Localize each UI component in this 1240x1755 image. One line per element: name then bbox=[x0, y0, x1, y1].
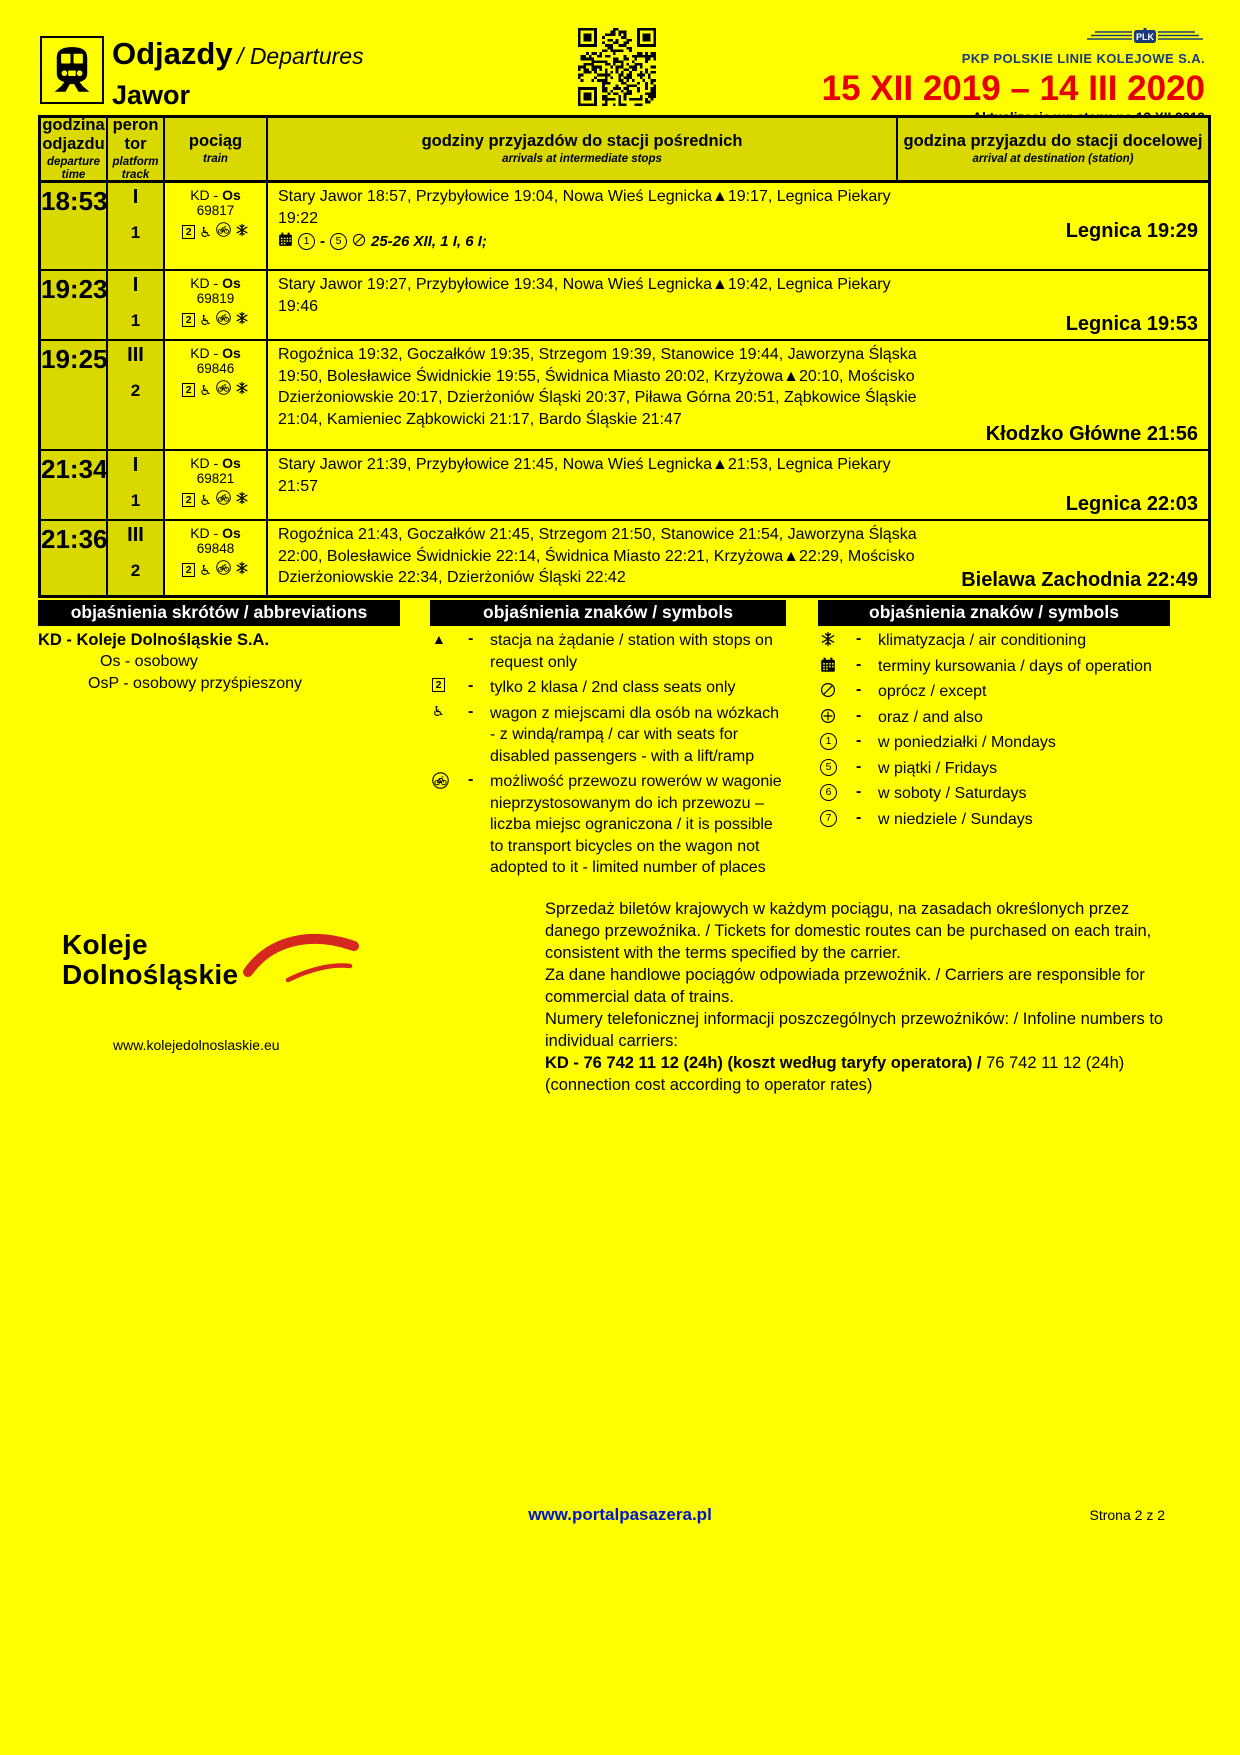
second-class-icon: 2 bbox=[432, 678, 445, 692]
departures-table bbox=[38, 115, 1211, 598]
calendar-icon bbox=[818, 656, 856, 678]
info-tickets: Sprzedaż biletów krajowych w każdym pociągu, na zasadach określonych przez danego przewoźnika. / Tickets for domestic routes can be purchased on each train, consistent with the terms specified by the carrier. bbox=[545, 900, 1152, 962]
pkp-plk-logo bbox=[625, 28, 1205, 66]
arrivals-cell bbox=[268, 271, 1208, 339]
station-name: Jawor bbox=[112, 80, 191, 110]
table-row bbox=[41, 521, 1208, 595]
header-departure-time: godzina odjazdu departure time bbox=[41, 118, 108, 180]
platform-track-cell bbox=[108, 271, 165, 339]
air-conditioning-icon bbox=[235, 491, 249, 510]
abbreviation-line: Os - osobowy bbox=[100, 653, 198, 670]
circle-5-icon: 5 bbox=[820, 759, 837, 776]
second-class-icon: 2 bbox=[182, 313, 195, 327]
destination: Legnica 19:53 bbox=[1065, 313, 1198, 335]
second-class-icon: 2 bbox=[182, 225, 195, 239]
circle-1-icon: 1 bbox=[298, 233, 315, 250]
portal-pasazera-link[interactable]: www.portalpasazera.pl bbox=[528, 1505, 712, 1524]
legend-item: ♿ - wagon z miejscami dla osób na wózkach - z windą/rampą / car with seats for disabled passengers - with a lift/ramp bbox=[430, 703, 786, 768]
table-row bbox=[41, 451, 1208, 521]
bicycle-icon bbox=[216, 222, 231, 242]
intermediate-stops: Rogoźnica 19:32, Goczałków 19:35, Strzegom 19:39, Stanowice 19:44, Jaworzyna Śląska 19:50, Bolesławice Świdnickie 19:55, Świdnica Miasto 20:02, Krzyżowa▲20:10, Mościsko Dzierżoniowskie 20:17, Dzierżoniów Śląski 20:37, Piława Górna 20:51, Ząbkowice Śląskie 21:04, Kamieniec Ząbkowicki 21:17, Bardo Śląskie 21:47 bbox=[278, 346, 917, 428]
platform: I bbox=[132, 454, 139, 476]
train-number: 69848 bbox=[196, 541, 235, 556]
info-carriers: Za dane handlowe pociągów odpowiada przewoźnik. / Carriers are responsible for commercial data of trains. bbox=[545, 966, 1145, 1006]
symbols-title: objaśnienia znaków / symbols bbox=[430, 600, 786, 626]
track: 1 bbox=[130, 223, 141, 242]
air-conditioning-icon bbox=[818, 630, 856, 652]
wheelchair-icon: ♿ bbox=[199, 492, 212, 508]
bicycle-icon bbox=[216, 560, 231, 580]
platform-track-cell bbox=[108, 521, 165, 595]
legend-item: - oprócz / except bbox=[818, 681, 1170, 703]
koleje-dolnoslaskie-logo: Koleje Dolnośląskie bbox=[62, 930, 238, 990]
departure-time: 18:53 bbox=[41, 183, 108, 269]
train-cell: KD - Os 69821 2 ♿ bbox=[165, 451, 268, 519]
symbols-title: objaśnienia znaków / symbols bbox=[818, 600, 1170, 626]
destination: Legnica 19:29 bbox=[1065, 220, 1198, 242]
circle-6-icon: 6 bbox=[820, 784, 837, 801]
track: 1 bbox=[130, 491, 141, 510]
legend-item: 7 - w niedziele / Sundays bbox=[818, 809, 1170, 831]
and-also-icon bbox=[818, 707, 856, 729]
header-intermediate-stops: godziny przyjazdów do stacji pośrednich arrivals at intermediate stops bbox=[268, 118, 898, 180]
kd-website-link[interactable]: www.kolejedolnoslaskie.eu bbox=[113, 1037, 280, 1053]
intermediate-stops: Stary Jawor 21:39, Przybyłowice 21:45, Nowa Wieś Legnicka▲21:53, Legnica Piekary 21:57 bbox=[278, 456, 891, 495]
arrivals-cell bbox=[268, 341, 1208, 449]
wheelchair-icon: ♿ bbox=[199, 224, 212, 240]
platform-track-cell bbox=[108, 451, 165, 519]
destination: Legnica 22:03 bbox=[1065, 493, 1198, 515]
header-platform-track: peron tor platform track bbox=[108, 118, 165, 180]
legend-item: - oraz / and also bbox=[818, 707, 1170, 729]
train-cell: KD - Os 69817 2 ♿ bbox=[165, 183, 268, 269]
air-conditioning-icon bbox=[235, 561, 249, 580]
train-number: 69821 bbox=[196, 471, 235, 486]
second-class-icon: 2 bbox=[182, 383, 195, 397]
page-subtitle: / Departures bbox=[237, 43, 364, 69]
wheelchair-icon: ♿ bbox=[199, 312, 212, 328]
request-stop-triangle-icon: ▲ bbox=[432, 631, 446, 647]
platform-track-cell bbox=[108, 341, 165, 449]
header-destination: godzina przyjazdu do stacji docelowej arrival at destination (station) bbox=[903, 132, 1203, 165]
train-number: 69817 bbox=[196, 203, 235, 218]
circle-7-icon: 7 bbox=[820, 810, 837, 827]
departure-time: 21:34 bbox=[41, 451, 108, 519]
arrivals-cell bbox=[268, 451, 1208, 519]
table-header bbox=[41, 118, 1208, 183]
wheelchair-icon: ♿ bbox=[199, 382, 212, 398]
legend-item: ▲ - stacja na żądanie / station with stops on request only bbox=[430, 630, 786, 673]
second-class-icon: 2 bbox=[182, 563, 195, 577]
plk-badge-text: PLK bbox=[1136, 32, 1154, 42]
operating-days-note: 1 - 5 25-26 XII, 1 I, 6 I; bbox=[278, 232, 1200, 251]
header-train: pociąg train bbox=[165, 118, 268, 180]
train-cell: KD - Os 69848 2 ♿ bbox=[165, 521, 268, 595]
train-number: 69846 bbox=[196, 361, 235, 376]
abbreviations-title: objaśnienia skrótów / abbreviations bbox=[38, 600, 400, 626]
air-conditioning-icon bbox=[235, 311, 249, 330]
arrivals-cell bbox=[268, 521, 1208, 595]
kd-swoosh-icon bbox=[242, 924, 362, 995]
page-number: Strona 2 z 2 bbox=[1089, 1507, 1165, 1523]
platform: III bbox=[127, 524, 144, 546]
symbols-column-2 bbox=[818, 600, 1170, 830]
train-cell: KD - Os 69819 2 ♿ bbox=[165, 271, 268, 339]
table-row bbox=[41, 271, 1208, 341]
bicycle-icon bbox=[216, 490, 231, 510]
platform: I bbox=[132, 186, 139, 208]
legend-item: 1 - w poniedziałki / Mondays bbox=[818, 732, 1170, 754]
departure-time: 21:36 bbox=[41, 521, 108, 595]
platform: I bbox=[132, 274, 139, 296]
abbreviations-column bbox=[38, 600, 400, 695]
departure-time: 19:25 bbox=[41, 341, 108, 449]
legend-item: - klimatyzacja / air conditioning bbox=[818, 630, 1170, 652]
legend-item: 5 - w piątki / Fridays bbox=[818, 758, 1170, 780]
departure-time: 19:23 bbox=[41, 271, 108, 339]
legend-item: 6 - w soboty / Saturdays bbox=[818, 783, 1170, 805]
table-row bbox=[41, 341, 1208, 451]
abbreviation-line: KD - Koleje Dolnośląskie S.A. bbox=[38, 631, 270, 649]
intermediate-stops: Rogoźnica 21:43, Goczałków 21:45, Strzegom 21:50, Stanowice 21:54, Jaworzyna Śląska 22:00, Bolesławice Świdnickie 22:14, Świdnica Miasto 22:21, Krzyżowa▲22:29, Mościsko Dzierżoniowskie 22:34, Dzierżoniów Śląski 22:42 bbox=[278, 526, 917, 586]
train-number: 69819 bbox=[196, 291, 235, 306]
legend-item: - terminy kursowania / days of operation bbox=[818, 656, 1170, 678]
arrivals-cell bbox=[268, 183, 1208, 269]
air-conditioning-icon bbox=[235, 223, 249, 242]
legend-item: - możliwość przewozu rowerów w wagonie nieprzystosowanym do ich przewozu – liczba miejsc ograniczona / it is possible to transport bicycles on the wagon not adopted to it - limited number of places bbox=[430, 771, 786, 879]
platform: III bbox=[127, 344, 144, 366]
track: 1 bbox=[130, 311, 141, 330]
intermediate-stops: Stary Jawor 19:27, Przybyłowice 19:34, Nowa Wieś Legnicka▲19:42, Legnica Piekary 19:46 bbox=[278, 276, 891, 315]
circle-1-icon: 1 bbox=[820, 733, 837, 750]
train-cell: KD - Os 69846 2 ♿ bbox=[165, 341, 268, 449]
table-row bbox=[41, 183, 1208, 271]
note-text: 25-26 XII, 1 I, 6 I; bbox=[371, 233, 487, 250]
air-conditioning-icon bbox=[235, 381, 249, 400]
legend-item: 2 - tylko 2 klasa / 2nd class seats only bbox=[430, 677, 786, 699]
circle-5-icon: 5 bbox=[330, 233, 347, 250]
except-icon bbox=[818, 681, 856, 703]
abbreviation-line: OsP - osobowy przyśpieszony bbox=[88, 675, 303, 692]
wheelchair-icon: ♿ bbox=[199, 562, 212, 578]
track: 2 bbox=[130, 561, 141, 580]
info-kd-phone: KD - 76 742 11 12 (24h) (koszt według taryfy operatora) / 76 742 11 12 (24h) (connection cost according to operator rates) bbox=[545, 1054, 1125, 1094]
bicycle-icon bbox=[216, 310, 231, 330]
track: 2 bbox=[130, 381, 141, 400]
second-class-icon: 2 bbox=[182, 493, 195, 507]
calendar-icon bbox=[278, 232, 293, 251]
wheelchair-icon: ♿ bbox=[432, 702, 445, 719]
pkp-company-name: PKP POLSKIE LINIE KOLEJOWE S.A. bbox=[961, 51, 1205, 66]
destination: Bielawa Zachodnia 22:49 bbox=[961, 569, 1198, 591]
train-pictogram-icon bbox=[40, 36, 104, 104]
except-icon bbox=[352, 233, 366, 251]
info-infoline: Numery telefonicznej informacji poszczególnych przewoźników: / Infoline numbers to individual carriers: bbox=[545, 1010, 1164, 1050]
bicycle-icon bbox=[216, 380, 231, 400]
bicycle-icon bbox=[430, 771, 468, 879]
symbols-column-1 bbox=[430, 600, 786, 879]
info-paragraph bbox=[545, 898, 1170, 1096]
intermediate-stops: Stary Jawor 18:57, Przybyłowice 19:04, Nowa Wieś Legnicka▲19:17, Legnica Piekary 19:22 bbox=[278, 188, 891, 227]
destination: Kłodzko Główne 21:56 bbox=[985, 423, 1198, 445]
page-title: Odjazdy bbox=[112, 36, 233, 71]
validity-dates: 15 XII 2019 – 14 III 2020 bbox=[821, 69, 1205, 108]
platform-track-cell bbox=[108, 183, 165, 269]
